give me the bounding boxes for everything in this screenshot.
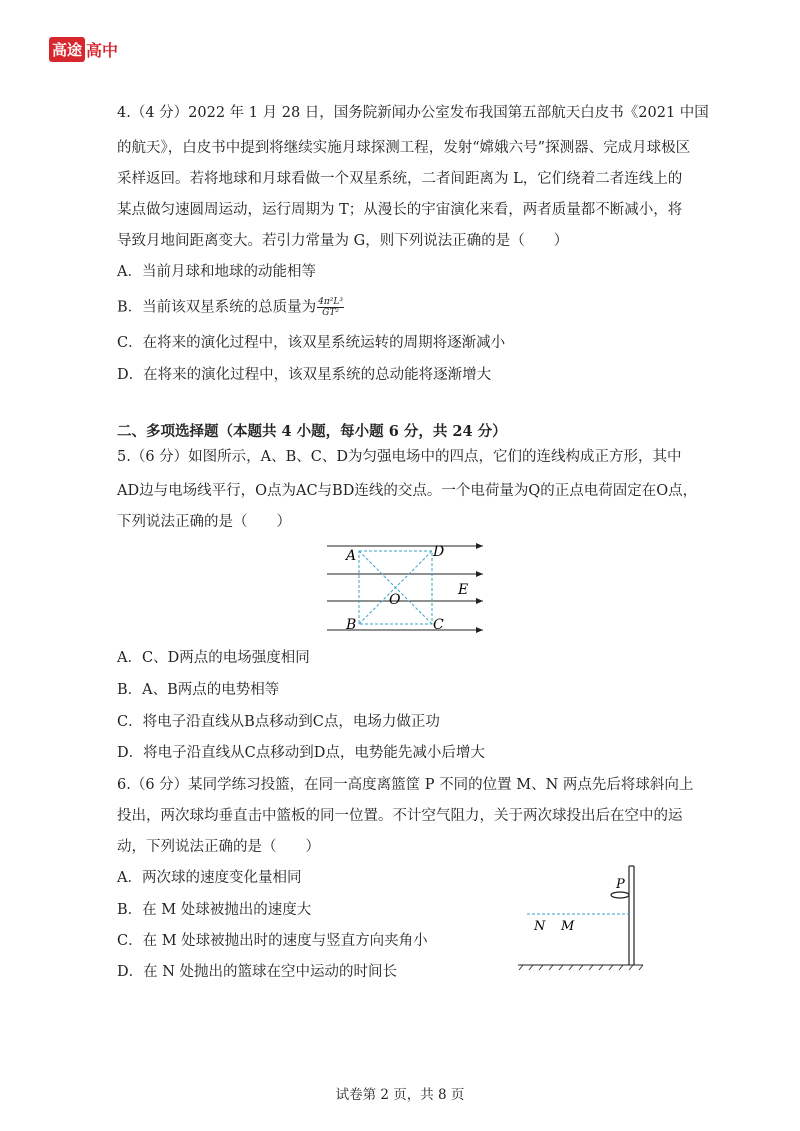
- ground-hatch: [549, 965, 553, 970]
- q6-option-b: B．在 M 处球被抛出的速度大: [117, 902, 312, 918]
- label-o: O: [389, 592, 401, 608]
- ground-hatch: [519, 965, 523, 970]
- q4-line-5: 导致月地间距离变大。若引力常量为 G，则下列说法正确的是（ ）: [117, 233, 569, 249]
- q6-line-3: 动，下列说法正确的是（ ）: [117, 839, 320, 855]
- ground-hatch: [569, 965, 573, 970]
- q5-line-1: 5.（6 分）如图所示，A、B、C、D为匀强电场中的四点，它们的连线构成正方形，其中: [117, 449, 682, 465]
- label-a: A: [346, 548, 357, 564]
- q5-option-a: A．C、D两点的电场强度相同: [117, 650, 310, 666]
- ground-hatch: [529, 965, 533, 970]
- brand-logo: [49, 37, 118, 62]
- label-e: E: [458, 582, 469, 598]
- q4-option-c: C．在将来的演化过程中，该双星系统运转的周期将逐渐减小: [117, 335, 506, 351]
- q4-option-d: D．在将来的演化过程中，该双星系统的总动能将逐渐增大: [117, 367, 492, 383]
- q4-option-a: A．当前月球和地球的动能相等: [117, 264, 316, 280]
- label-d: D: [433, 544, 445, 560]
- page-footer: 试卷第 2 页，共 8 页: [335, 1087, 465, 1103]
- q4-line-2: 的航天》，白皮书中提到将继续实施月球探测工程，发射“嫦娥六号”探测器、完成月球极区: [117, 140, 691, 156]
- label-b: B: [346, 617, 357, 633]
- basket-hoop: [611, 892, 629, 898]
- q4-option-b-text: B．当前该双星系统的总质量为: [117, 299, 317, 316]
- q6-line-1: 6.（6 分）某同学练习投篮，在同一高度离篮筐 P 不同的位置 M、N 两点先后将球斜向上: [117, 777, 694, 793]
- section-2-title: 二、多项选择题（本题共 4 小题，每小题 6 分，共 24 分）: [117, 423, 507, 440]
- logo-box: 高途: [49, 37, 85, 62]
- ground-hatch: [609, 965, 613, 970]
- ground-hatch: [579, 965, 583, 970]
- label-p: P: [616, 877, 625, 892]
- logo-text: 高中: [86, 41, 119, 60]
- ground-hatch: [539, 965, 543, 970]
- label-m: M: [561, 919, 575, 934]
- q5-line-2: AD边与电场线平行，O点为AC与BD连线的交点。一个电荷量为Q的正点电荷固定在O点，: [117, 483, 698, 499]
- ground-hatch: [639, 965, 643, 970]
- q4-line-4: 某点做匀速圆周运动，运行周期为 T；从漫长的宇宙演化来看，两者质量都不断减小，将: [117, 202, 683, 218]
- q5-option-c: C．将电子沿直线从B点移动到C点，电场力做正功: [117, 714, 440, 730]
- ground-hatch: [599, 965, 603, 970]
- label-n: N: [534, 919, 546, 934]
- fraction-numerator: 4π²L³: [318, 297, 343, 307]
- ground-hatch: [589, 965, 593, 970]
- q5-option-b: B．A、B两点的电势相等: [117, 682, 280, 698]
- q6-basketball-figure: [515, 862, 650, 972]
- q4-mass-fraction: [317, 297, 344, 318]
- q5-option-d: D．将电子沿直线从C点移动到D点，电势能先减小后增大: [117, 745, 485, 761]
- q6-line-2: 投出，两次球均垂直击中篮板的同一位置。不计空气阻力，关于两次球投出后在空中的运: [117, 808, 683, 824]
- label-c: C: [433, 617, 444, 633]
- q4-option-b: [117, 297, 344, 318]
- q4-line-3: 采样返回。若将地球和月球看做一个双星系统，二者间距离为 L，它们绕着二者连线上的: [117, 171, 683, 187]
- q6-option-c: C．在 M 处球被抛出时的速度与竖直方向夹角小: [117, 933, 428, 949]
- ground-hatch: [619, 965, 623, 970]
- ground-hatch: [559, 965, 563, 970]
- q5-line-3: 下列说法正确的是（ ）: [117, 514, 291, 530]
- q6-option-d: D．在 N 处抛出的篮球在空中运动的时间长: [117, 964, 398, 980]
- fraction-denominator: GT²: [322, 308, 339, 318]
- q6-option-a: A．两次球的速度变化量相同: [117, 870, 302, 886]
- q4-line-1: 4.（4 分）2022 年 1 月 28 日，国务院新闻办公室发布我国第五部航天白皮书《2021 中国: [117, 105, 709, 121]
- q5-electric-field-figure: [325, 538, 495, 640]
- ground-hatch: [629, 965, 633, 970]
